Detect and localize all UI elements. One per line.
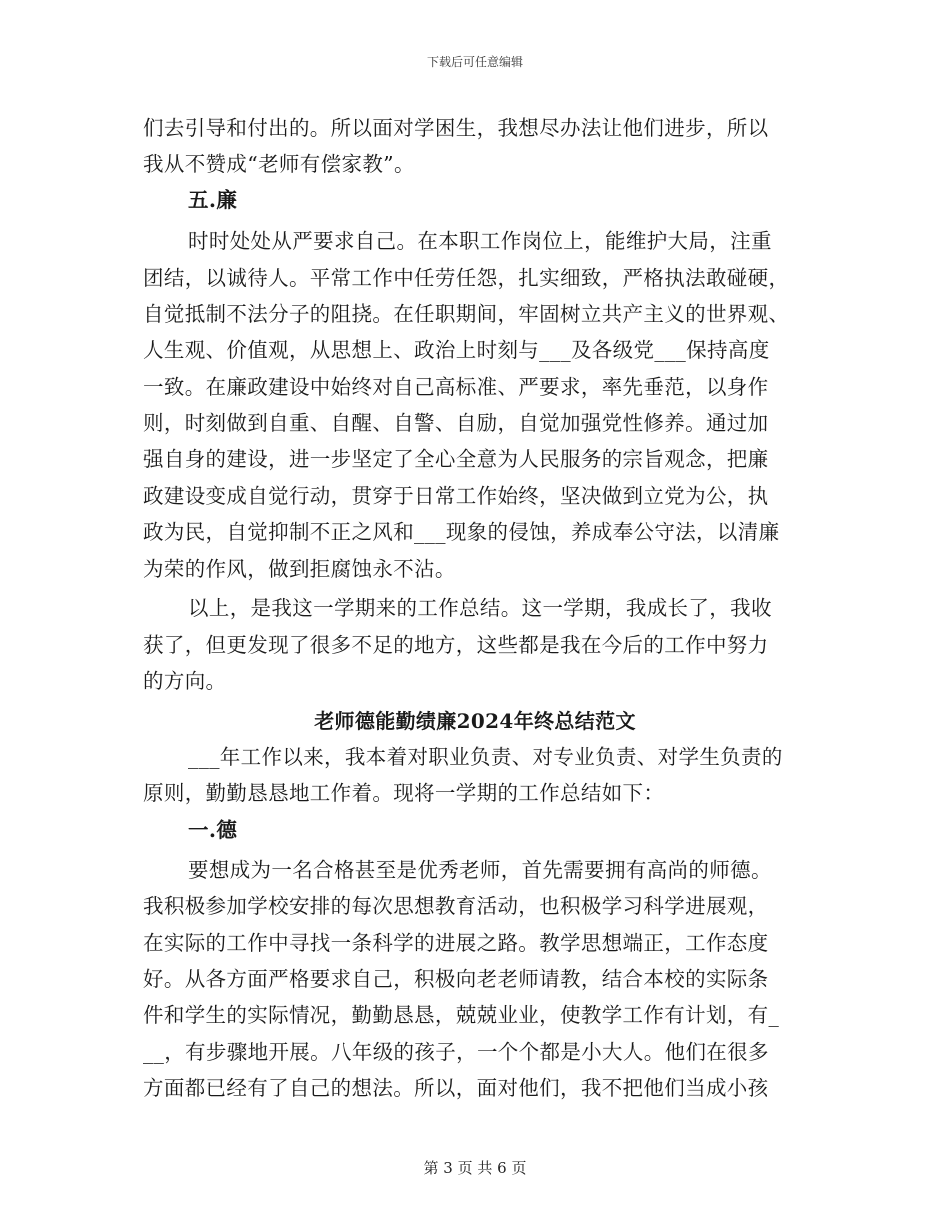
body-line: 时时处处从严要求自己。在本职工作岗位上，能维护大局，注重: [188, 229, 772, 253]
body-line: 政为民，自觉抑制不正之风和___现象的侵蚀，养成奉公守法，以清廉: [143, 520, 780, 544]
body-line: 人生观、价值观，从思想上、政治上时刻与___及各级党___保持高度: [143, 338, 770, 362]
body-line: ___年工作以来，我本着对职业负责、对专业负责、对学生负责的: [188, 745, 783, 769]
body-line: 一致。在廉政建设中始终对自己高标准、严要求，率先垂范，以身作: [143, 375, 769, 399]
body-line: __，有步骤地开展。八年级的孩子，一个个都是小大人。他们在很多: [143, 1040, 769, 1064]
body-line: 好。从各方面严格要求自己，积极向老老师请教，结合本校的实际条: [143, 967, 769, 991]
body-line: 要想成为一名合格甚至是优秀老师，首先需要拥有高尚的师德。: [188, 858, 772, 882]
body-line: 强自身的建设，进一步坚定了全心全意为人民服务的宗旨观念，把廉: [143, 447, 769, 471]
body-line: 自觉抵制不法分子的阻挠。在任职期间，牢固树立共产主义的世界观、: [143, 302, 790, 326]
body-line: 获了，但更发现了很多不足的地方，这些都是我在今后的工作中努力: [143, 633, 769, 657]
body-line: 则，时刻做到自重、自醒、自警、自励，自觉加强党性修养。通过加: [143, 411, 769, 435]
section-heading-de: 一.德: [188, 818, 238, 842]
body-line: 在实际的工作中寻找一条科学的进展之路。教学思想端正，工作态度: [143, 931, 769, 955]
body-line: 我从不赞成“老师有偿家教”。: [143, 152, 415, 176]
body-line: 团结，以诚待人。平常工作中任劳任怨，扎实细致，严格执法敢碰硬，: [143, 266, 790, 290]
body-line: 的方向。: [143, 669, 227, 693]
body-line: 方面都已经有了自己的想法。所以，面对他们，我不把他们当成小孩: [143, 1076, 769, 1100]
page-header: 下载后可任意编辑: [426, 55, 523, 69]
body-line: 为荣的作风，做到拒腐蚀永不沾。: [143, 557, 456, 581]
body-line: 件和学生的实际情况，勤勤恳恳，兢兢业业，使教学工作有计划，有_: [143, 1003, 780, 1027]
body-line: 我积极参加学校安排的每次思想教育活动，也积极学习科学进展观，: [143, 894, 769, 918]
body-line: 以上，是我这一学期来的工作总结。这一学期，我成长了，我收: [188, 596, 772, 620]
article-title: 老师德能勤绩廉2024年终总结范文: [314, 709, 636, 733]
section-heading-lian: 五.廉: [188, 188, 238, 212]
page-footer: 第 3 页 共 6 页: [423, 1159, 527, 1177]
body-line: 们去引导和付出的。所以面对学困生，我想尽办法让他们进步，所以: [143, 116, 769, 140]
body-line: 政建设变成自觉行动，贯穿于日常工作始终，坚决做到立党为公，执: [143, 484, 769, 508]
body-line: 原则，勤勤恳恳地工作着。现将一学期的工作总结如下：: [143, 781, 665, 805]
